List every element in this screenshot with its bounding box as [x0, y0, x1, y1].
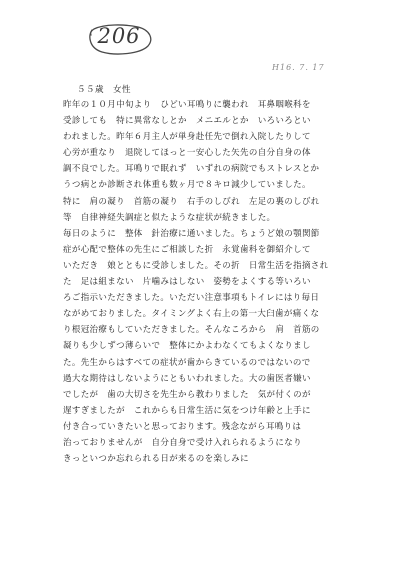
text-line: 凝りも少しずつ薄らいで 整体にかよわなくてもよくなりまし: [63, 341, 311, 352]
text-line: 過大な期待はしないようにともいわれました。大の歯医者嫌い: [63, 373, 311, 384]
text-line: 心労が重なり 退院してほっと一安心した矢先の自分自身の体: [63, 148, 311, 159]
text-line: ながめておりました。タイミングよく右上の第一大臼歯が痛くな: [63, 309, 320, 320]
text-line: 特に 肩の凝り 首筋の凝り 右手のしびれ 左足の裏のしびれ: [63, 196, 320, 207]
text-line: 症が心配で整体の先生にご相談した折 永覚歯科を御紹介して: [63, 244, 311, 255]
text-line: た 足は組まない 片噛みはしない 姿勢をよくする等いろい: [63, 277, 311, 288]
handwritten-date: H16. 7. 17: [272, 63, 325, 72]
text-line: 等 自律神経失調症と似たような症状が続きました。: [63, 212, 276, 223]
text-line: り根冠治療もしていただきました。そんなころから 肩 首筋の: [63, 325, 320, 336]
page-number-circle: [84, 22, 154, 56]
patient-info: ５５歳 女性: [77, 85, 132, 95]
text-line: 付き合っていきたいと思っております。残念ながら耳鳴りは: [63, 421, 302, 432]
text-line: いただき 娘とともに受診しました。その折 日常生活を指摘され: [63, 260, 329, 271]
text-line: きっといつか忘れられる日が来るのを楽しみに: [63, 454, 249, 465]
text-line: 受診しても 特に異常なしとか メニエルとか いろいろとい: [63, 116, 311, 127]
text-line: うつ病とか診断され体重も数ヶ月で８キロ減少していました。: [63, 180, 311, 191]
testimonial-body: [63, 97, 353, 467]
text-line: 治っておりませんが 自分自身で受け入れられるようになり: [63, 437, 302, 448]
text-line: われました。昨年６月主人が単身赴任先で倒れ入院したりして: [63, 132, 311, 143]
text-line: た。先生からはすべての症状が歯からきているのではないので: [63, 357, 311, 368]
text-line: 調不良でした。耳鳴りで眠れず いずれの病院でもストレスとか: [63, 164, 320, 175]
text-line: 昨年の１０月中旬より ひどい耳鳴りに襲われ 耳鼻咽喉科を: [63, 100, 311, 110]
page-number: 206: [97, 24, 141, 48]
text-line: ろご指示いただきました。いただい注意事項もトイレにはり毎日: [63, 293, 320, 304]
text-line: 毎日のように 整体 針治療に通いました。ちょうど娘の顎関節: [63, 228, 320, 239]
text-line: 遅すぎましたが これからも日常生活に気をつけ年齢と上手に: [63, 405, 311, 416]
text-line: でしたが 歯の大切さを先生から教わりました 気が付くのが: [63, 389, 311, 400]
